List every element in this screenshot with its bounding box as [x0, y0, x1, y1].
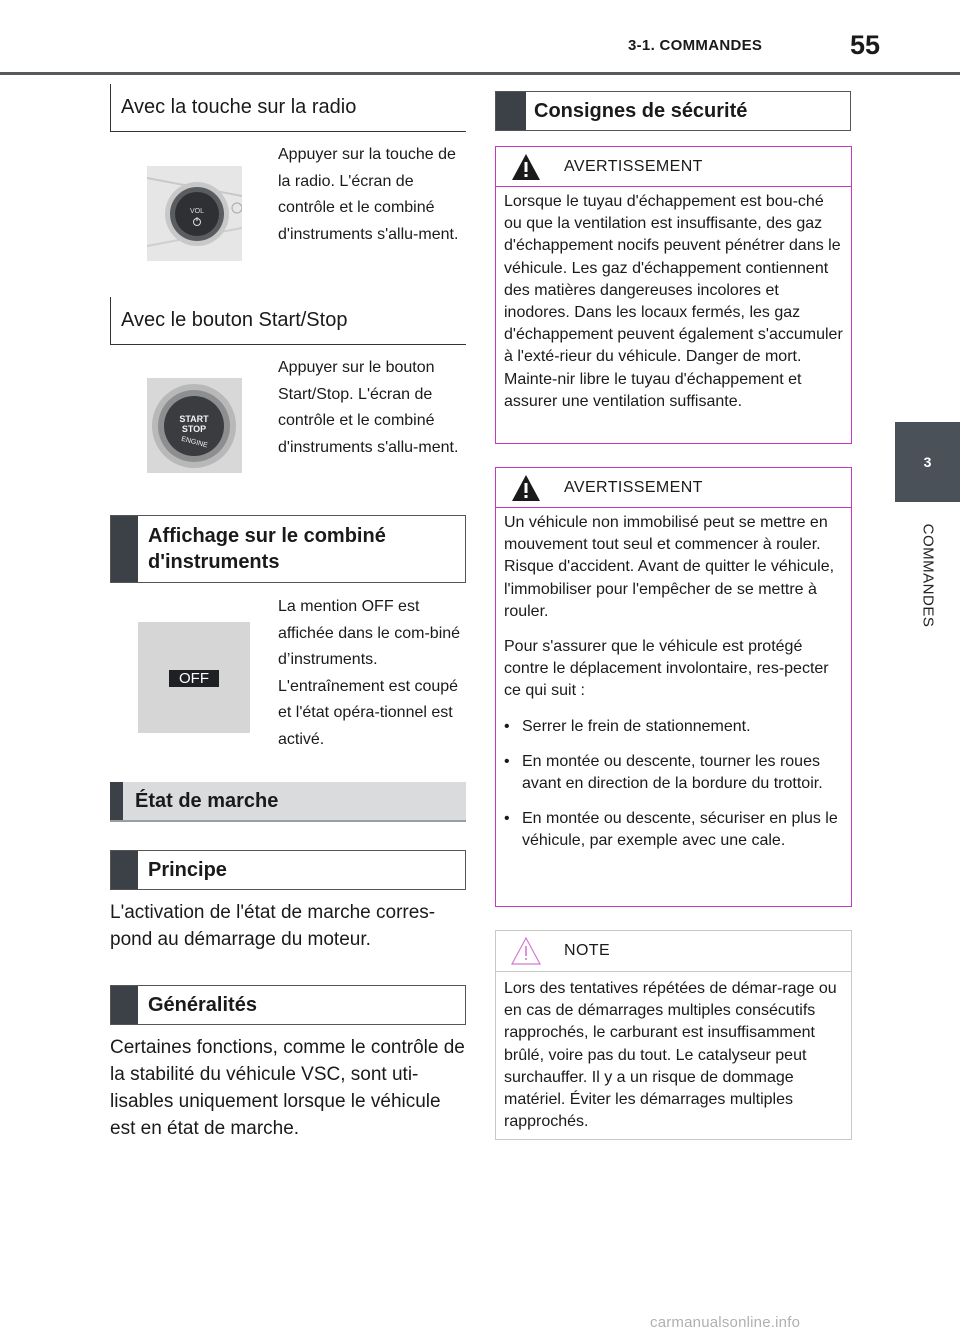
cluster-description: La mention OFF est affichée dans le com-biné d’instruments. L'entraînement est coupé et l'état opéra-tionnel est activé.: [278, 598, 461, 748]
heading-generalites-text: Généralités: [148, 994, 257, 1016]
chapter-tab-label: [898, 505, 958, 645]
startstop-instructions: Appuyer sur le bouton Start/Stop. L'écran de contrôle et le combiné d'instruments s'allu-ment.: [278, 359, 459, 456]
warning-paragraph: Un véhicule non immobilisé peut se mettre en mouvement tout seul et commencer à rouler. Risque d'accident. Avant de quitter le véhicule, l'immobiliser pour l'empêcher de se mettre à rouler.: [504, 514, 835, 620]
heading-bar: [496, 92, 526, 130]
warning-text: Lorsque le tuyau d'échappement est bou-ché ou que la ventilation est insuffisante, des gaz d'échappement nocifs peuvent pénétrer dans le véhicule. Les gaz d'échappement contiennent des matières dangereuses incolores et inodores. Dans les locaux fermés, les gaz d'échappement peuvent également s'accumuler à l'exté-rieur du véhicule. Danger de mort. Mainte-nir libre le tuyau d'échappement et assurer une ventilation suffisante.: [504, 193, 843, 410]
heading-safety: [495, 91, 851, 131]
warning-triangle-icon: [496, 473, 556, 503]
list-item: • En montée ou descente, tourner les roues avant en direction de la bordure du trottoir.: [504, 751, 843, 795]
heading-bar: [110, 782, 123, 820]
startstop-button-image: [147, 378, 242, 473]
heading-principe: [110, 850, 466, 890]
chapter-tab-label-text: COMMANDES: [919, 523, 937, 627]
generalites-text: Certaines fonctions, comme le contrôle de la stabilité du véhicule VSC, sont uti-lisables uniquement lorsque le véhicule est en état de marche.: [110, 1037, 465, 1139]
list-item: • Serrer le frein de stationnement.: [504, 716, 843, 738]
principe-text: L'activation de l'état de marche corres-pond au démarrage du moteur.: [110, 902, 436, 950]
heading-principe-text: Principe: [148, 859, 227, 881]
start-label: START: [179, 414, 209, 424]
engine-label: ENGINE: [180, 435, 209, 450]
heading-radio: Avec la touche sur la radio: [110, 84, 466, 132]
vol-label: VOL: [189, 208, 205, 215]
warning-label: AVERTISSEMENT: [564, 478, 703, 496]
list-item: • En montée ou descente, sécuriser en plus le véhicule, par exemple avec une cale.: [504, 808, 843, 852]
heading-etat: [110, 782, 466, 822]
list-item-text: Serrer le frein de stationnement.: [522, 717, 751, 735]
off-indicator: OFF: [169, 670, 219, 687]
radio-knob-graphic: [147, 166, 242, 261]
heading-safety-text: Consignes de sécurité: [534, 99, 748, 122]
list-item-text: En montée ou descente, tourner les roues avant en direction de la bordure du trottoir.: [522, 752, 823, 793]
note-text: Lors des tentatives répétées de démar-rage ou en cas de démarrages multiples consécutifs rapprochés, le carburant est insuffisamment brûlé, voire pas du tout. Le catalyseur peut surchauffer. Il y a un risque de dommage matériel. Éviter les démarrages multiples rapprochés.: [504, 980, 837, 1131]
heading-bar: [111, 986, 138, 1024]
warning-paragraph: Pour s'assurer que le véhicule est protégé contre le déplacement involontaire, res-pecter ce qui suit :: [504, 638, 829, 700]
warning-header: [496, 147, 851, 187]
heading-bar: [111, 516, 138, 582]
header-rule: [0, 72, 960, 75]
heading-etat-text: État de marche: [135, 789, 279, 812]
heading-generalites: [110, 985, 466, 1025]
warning-label: AVERTISSEMENT: [564, 157, 703, 175]
warning-box-exhaust: [495, 146, 852, 444]
caution-triangle-icon: [496, 936, 556, 966]
warning-body: [496, 508, 851, 863]
watermark: carmanualsonline.info: [650, 1314, 801, 1331]
heading-bar: [111, 851, 138, 889]
page-number: 55: [850, 30, 881, 60]
warning-box-immobilize: [495, 467, 852, 907]
cluster-off-image: [138, 622, 250, 733]
note-label: NOTE: [564, 942, 611, 959]
heading-startstop: Avec le bouton Start/Stop: [110, 297, 466, 345]
warning-body: [496, 187, 851, 423]
warning-triangle-icon: [496, 152, 556, 182]
section-title: 3-1. COMMANDES: [628, 37, 763, 54]
heading-cluster-text: Affichage sur le combiné d'instruments: [148, 525, 386, 573]
heading-cluster: [110, 515, 466, 583]
note-header: [496, 931, 851, 972]
startstop-graphic: [147, 378, 242, 473]
stop-label: STOP: [181, 424, 207, 434]
chapter-tab-number: 3: [895, 422, 960, 502]
radio-instructions: Appuyer sur la touche de la radio. L'écran de contrôle et le combiné d'instruments s'allu-ment.: [278, 146, 459, 243]
note-box: [495, 930, 852, 1140]
radio-button-image: [147, 166, 242, 261]
list-item-text: En montée ou descente, sécuriser en plus le véhicule, par exemple avec une cale.: [522, 810, 838, 850]
warning-header: [496, 468, 851, 508]
